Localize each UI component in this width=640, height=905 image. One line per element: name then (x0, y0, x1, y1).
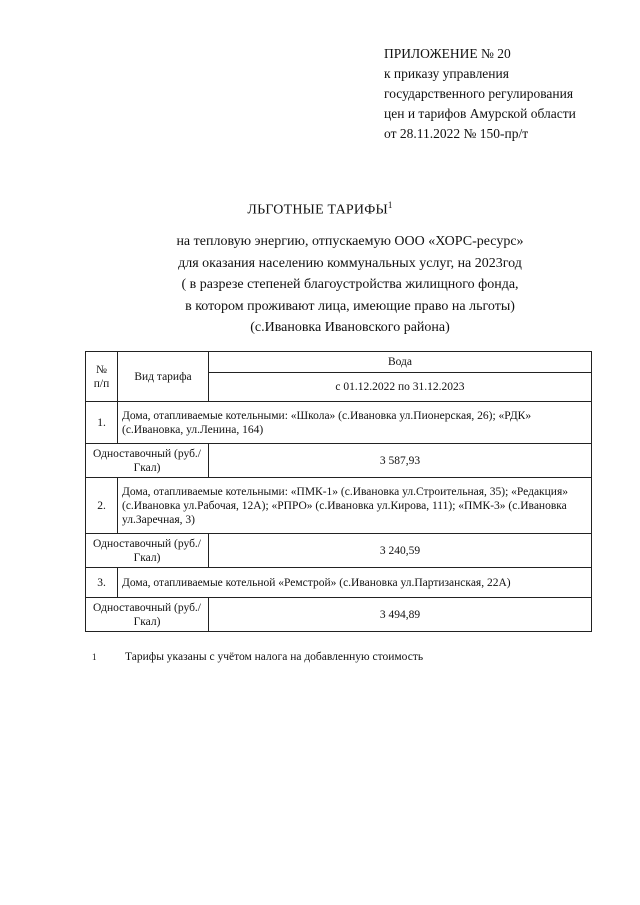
subtitle-location: (с.Ивановка Ивановского района) (250, 320, 450, 335)
appendix-line: государственного регулирования (384, 86, 574, 101)
header-number: № п/п (86, 352, 118, 402)
tariff-value: 3 587,93 (209, 444, 592, 478)
table-row (86, 568, 592, 598)
table-header-row (86, 352, 592, 373)
tariff-table (85, 351, 592, 632)
document-subtitle (0, 231, 640, 339)
subtitle-line: ( в разрезе степеней благоустройства жилищного фонда, (181, 277, 519, 292)
footnote-mark: 1 (92, 652, 97, 662)
table-row (86, 444, 592, 478)
table-row (86, 478, 592, 534)
appendix-line: цен и тарифов Амурской области (384, 106, 576, 121)
tariff-type-label: Одноставочный (руб./Гкал) (86, 598, 209, 632)
row-description: Дома, отапливаемые котельными: «Школа» (с.Ивановка ул.Пионерская, 26); «РДК» (с.Ивановка, ул.Ленина, 164) (118, 402, 592, 444)
row-number: 1. (86, 402, 118, 444)
footnote-reference: 1 (387, 200, 393, 210)
document-title (0, 200, 640, 219)
appendix-line: к приказу управления (384, 66, 509, 81)
subtitle-line: для оказания населению коммунальных услуг, на 2023год (178, 255, 522, 271)
row-number: 2. (86, 478, 118, 534)
row-description: Дома, отапливаемые котельными: «ПМК-1» (с.Ивановка ул.Строительная, 35); «Редакция» (с.Ивановка ул.Рабочая, 12А); «РПРО» (с.Ивановка ул.Кирова, 111); «ПМК-3» (с.Ивановка ул.Заречная, 3) (118, 478, 592, 534)
header-water: Вода (209, 352, 592, 373)
table-row (86, 598, 592, 632)
table-row (86, 402, 592, 444)
tariff-type-label: Одноставочный (руб./Гкал) (86, 534, 209, 568)
appendix-block (384, 44, 634, 144)
appendix-order-date: от 28.11.2022 № 150-пр/т (384, 126, 529, 141)
subtitle-line: в котором проживают лица, имеющие право на льготы) (185, 298, 515, 314)
footnote-text: Тарифы указаны с учётом налога на добавленную стоимость (125, 651, 424, 663)
tariff-type-label: Одноставочный (руб./Гкал) (86, 444, 209, 478)
document-title-text: ЛЬГОТНЫЕ ТАРИФЫ (247, 202, 388, 218)
tariff-value: 3 240,59 (209, 534, 592, 568)
header-period: с 01.12.2022 по 31.12.2023 (209, 373, 592, 402)
row-description: Дома, отапливаемые котельной «Ремстрой» (с.Ивановка ул.Партизанская, 22А) (118, 568, 592, 598)
row-number: 3. (86, 568, 118, 598)
tariff-value: 3 494,89 (209, 598, 592, 632)
header-tariff-type: Вид тарифа (118, 352, 209, 402)
subtitle-line: на тепловую энергию, отпускаемую ООО «ХОРС-ресурс» (176, 234, 524, 249)
appendix-title: ПРИЛОЖЕНИЕ № 20 (384, 46, 511, 61)
table-row (86, 534, 592, 568)
